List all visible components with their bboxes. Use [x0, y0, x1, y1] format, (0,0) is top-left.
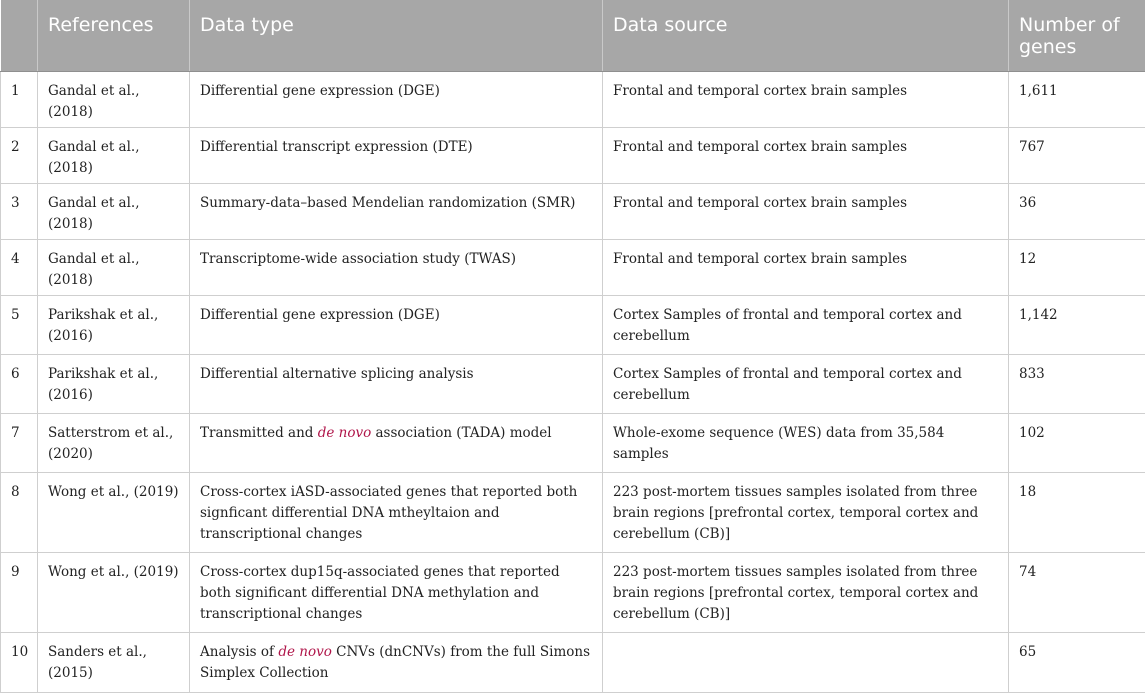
- row-data-source: 223 post-mortem tissues samples isolated from three brain regions [prefrontal cortex, temporal cortex and cerebellum (CB)]: [603, 472, 1009, 552]
- row-reference: Parikshak et al., (2016): [38, 354, 190, 413]
- row-data-source: Frontal and temporal cortex brain samples: [603, 127, 1009, 183]
- row-data-type: Transcriptome-wide association study (TWAS): [190, 239, 603, 295]
- row-index: 3: [1, 183, 38, 239]
- row-number-of-genes: 1,142: [1009, 295, 1145, 354]
- table-body: [1, 71, 1145, 692]
- row-reference: Wong et al., (2019): [38, 472, 190, 552]
- row-index: 10: [1, 632, 38, 692]
- de-novo-emphasis: de novo: [318, 425, 372, 441]
- row-data-source: Cortex Samples of frontal and temporal cortex and cerebellum: [603, 354, 1009, 413]
- row-index: 6: [1, 354, 38, 413]
- table-row: [1, 239, 1145, 295]
- table-row: [1, 354, 1145, 413]
- row-index: 7: [1, 413, 38, 472]
- data-type-text: CNVs (dnCNVs) from the full Simons Simplex Collection: [200, 644, 590, 681]
- header-row: [1, 0, 1145, 71]
- row-data-type: Differential alternative splicing analysis: [190, 354, 603, 413]
- row-reference: Gandal et al., (2018): [38, 71, 190, 127]
- row-index: 8: [1, 472, 38, 552]
- data-type-text: association (TADA) model: [371, 425, 551, 441]
- row-data-type: Differential transcript expression (DTE): [190, 127, 603, 183]
- row-reference: Gandal et al., (2018): [38, 127, 190, 183]
- row-data-type: [190, 632, 603, 692]
- row-index: 9: [1, 552, 38, 632]
- row-number-of-genes: 18: [1009, 472, 1145, 552]
- table-row: [1, 127, 1145, 183]
- row-index: 4: [1, 239, 38, 295]
- row-number-of-genes: 65: [1009, 632, 1145, 692]
- de-novo-emphasis: de novo: [278, 644, 332, 660]
- header-data-type: Data type: [190, 0, 603, 71]
- table-row: [1, 183, 1145, 239]
- row-data-type: Differential gene expression (DGE): [190, 295, 603, 354]
- table-row: [1, 71, 1145, 127]
- row-data-type: Summary-data–based Mendelian randomization (SMR): [190, 183, 603, 239]
- row-reference: Wong et al., (2019): [38, 552, 190, 632]
- row-number-of-genes: 12: [1009, 239, 1145, 295]
- row-number-of-genes: 102: [1009, 413, 1145, 472]
- table-row: [1, 472, 1145, 552]
- row-index: 1: [1, 71, 38, 127]
- row-data-type: [190, 413, 603, 472]
- row-number-of-genes: 1,611: [1009, 71, 1145, 127]
- row-number-of-genes: 767: [1009, 127, 1145, 183]
- table-row: [1, 295, 1145, 354]
- row-data-source: [603, 632, 1009, 692]
- row-index: 2: [1, 127, 38, 183]
- row-reference: Parikshak et al., (2016): [38, 295, 190, 354]
- header-index: [1, 0, 38, 71]
- header-number-of-genes: Number of genes: [1009, 0, 1145, 71]
- header-data-source: Data source: [603, 0, 1009, 71]
- row-number-of-genes: 74: [1009, 552, 1145, 632]
- table-row: [1, 552, 1145, 632]
- data-type-text: Transmitted and: [200, 425, 318, 441]
- row-data-source: Frontal and temporal cortex brain samples: [603, 71, 1009, 127]
- table-header: [1, 0, 1145, 71]
- row-reference: Gandal et al., (2018): [38, 183, 190, 239]
- row-number-of-genes: 36: [1009, 183, 1145, 239]
- row-index: 5: [1, 295, 38, 354]
- row-data-type: Differential gene expression (DGE): [190, 71, 603, 127]
- row-data-source: Frontal and temporal cortex brain samples: [603, 183, 1009, 239]
- row-data-source: Whole-exome sequence (WES) data from 35,584 samples: [603, 413, 1009, 472]
- row-number-of-genes: 833: [1009, 354, 1145, 413]
- row-reference: Gandal et al., (2018): [38, 239, 190, 295]
- row-data-source: 223 post-mortem tissues samples isolated from three brain regions [prefrontal cortex, temporal cortex and cerebellum (CB)]: [603, 552, 1009, 632]
- data-type-text: Analysis of: [200, 644, 278, 660]
- header-references: References: [38, 0, 190, 71]
- table-row: [1, 632, 1145, 692]
- row-reference: Satterstrom et al., (2020): [38, 413, 190, 472]
- row-data-source: Frontal and temporal cortex brain samples: [603, 239, 1009, 295]
- row-data-type: Cross-cortex dup15q-associated genes that reported both significant differential DNA methylation and transcriptional changes: [190, 552, 603, 632]
- row-data-type: Cross-cortex iASD-associated genes that reported both signficant differential DNA mtheyltaion and transcriptional changes: [190, 472, 603, 552]
- row-data-source: Cortex Samples of frontal and temporal cortex and cerebellum: [603, 295, 1009, 354]
- table-row: [1, 413, 1145, 472]
- row-reference: Sanders et al., (2015): [38, 632, 190, 692]
